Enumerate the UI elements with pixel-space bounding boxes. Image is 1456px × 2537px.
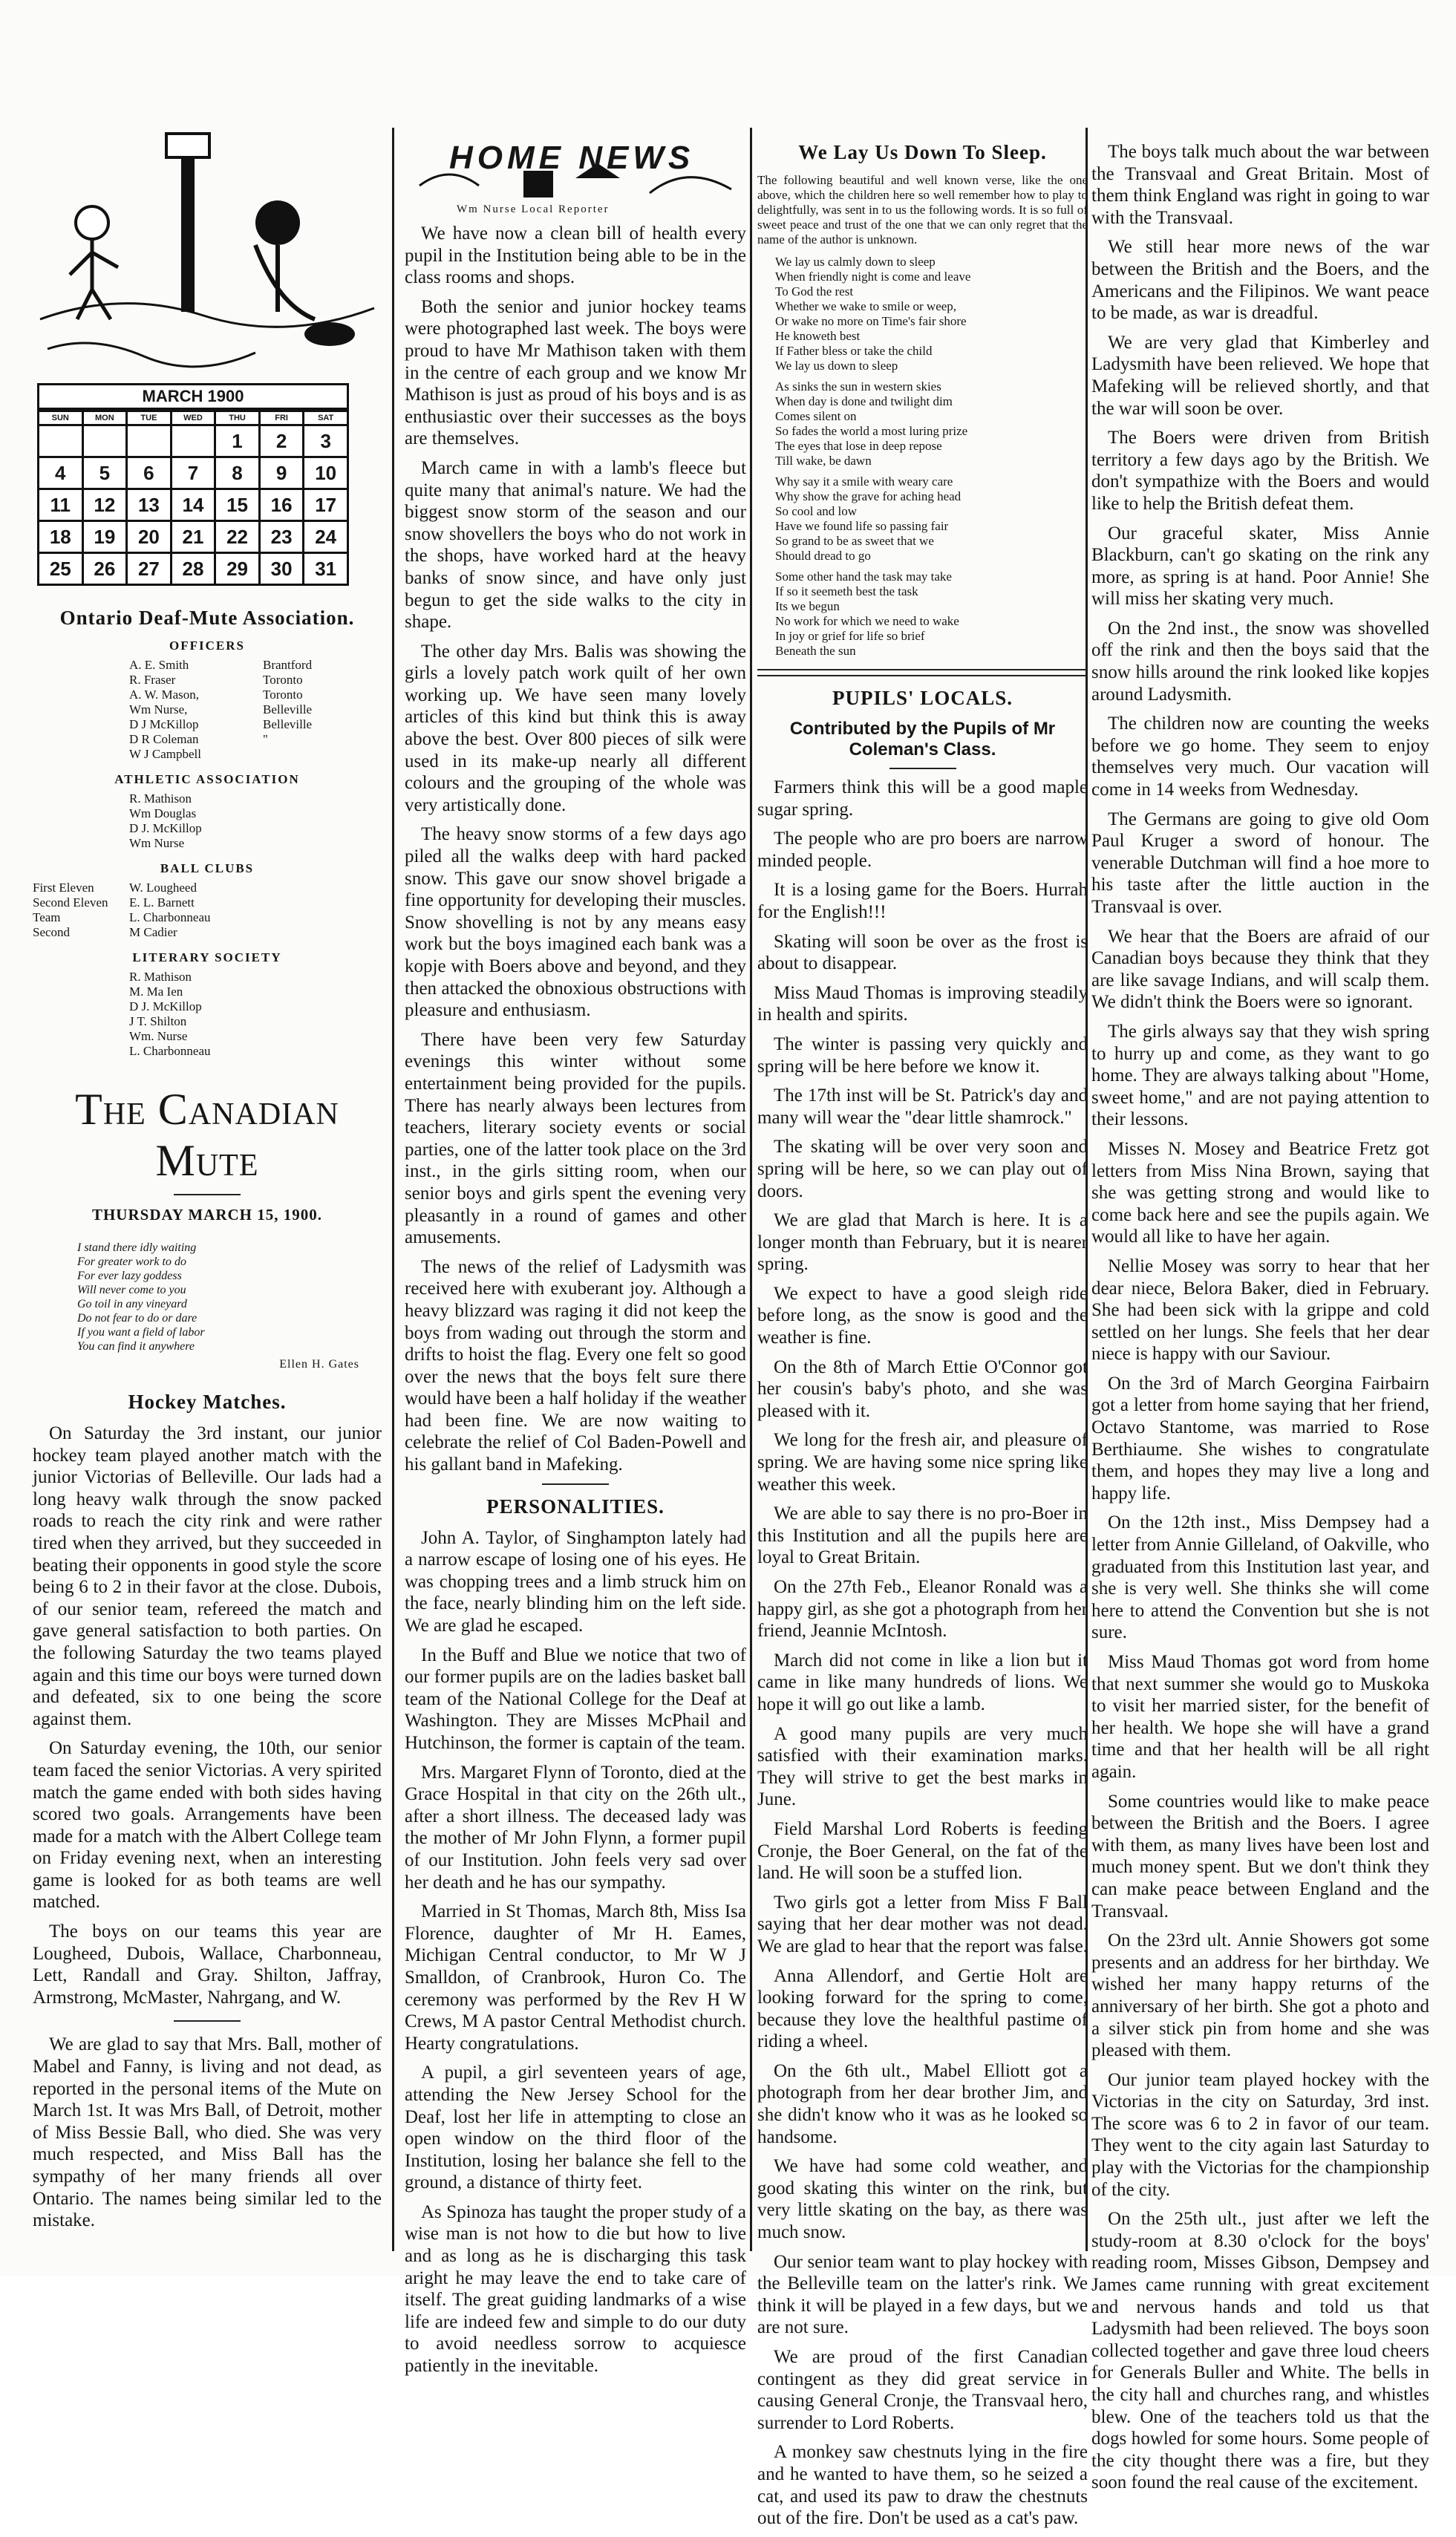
hockey-title: Hockey Matches. (128, 1391, 287, 1413)
calendar-day: 23 (259, 521, 304, 553)
local-paragraph: We still hear more news of the war between the British and the Boers, and the Americans and the Filipinos. We want peace to be made, as war is dreadful. (1091, 237, 1429, 324)
calendar-day: 31 (304, 553, 348, 585)
local-paragraph: We have had some cold weather, and good skating this winter on the rink, but very little skating on the bay, as there was much snow. (757, 2156, 1088, 2243)
office-name: D R Coleman (129, 732, 199, 746)
office-name: Wm Nurse (129, 836, 185, 850)
office-role (33, 747, 129, 762)
office-role (33, 673, 129, 688)
calendar-day: 20 (127, 521, 172, 553)
office-town: Belleville (263, 717, 313, 731)
local-paragraph: Miss Maud Thomas got word from home that next summer she would go to Muskoka to visit her married sister, for the benefit of her health. We hope she will have a grand time and that her health will be all right again. (1091, 1652, 1429, 1782)
divider (542, 1483, 609, 1485)
personality-paragraph: A pupil, a girl seventeen years of age, attending the New Jersey School for the Deaf, lost her life in attempting to close an open window on the third floor of the Institution, losing her balance she fell to the ground, a distance of thirty feet. (405, 2063, 746, 2193)
calendar-day: 25 (39, 553, 83, 585)
office-name: R. Mathison (129, 970, 192, 984)
calendar-day: 19 (82, 521, 127, 553)
office-town (263, 1014, 382, 1029)
office-row (33, 658, 382, 673)
office-row (33, 999, 382, 1014)
office-town (263, 747, 382, 762)
calendar-day: 29 (215, 553, 260, 585)
local-paragraph: We expect to have a good sleigh ride before long, as the snow is good and the weather is fine. (757, 1283, 1088, 1348)
poem-stanza: We lay us calmly down to sleep When friendly night is come and leave To God the rest Whether we wake to smile or weep, Or wake no more on Time's fair shore He knoweth best If Father bless or take the child We lay us down to sleep (775, 255, 971, 373)
calendar-day (82, 425, 127, 457)
motto-author: Ellen H. Gates (279, 1358, 359, 1371)
office-role: Team (33, 910, 61, 924)
local-paragraph: The people who are pro boers are narrow minded people. (757, 829, 1088, 871)
column-3 (757, 141, 1088, 2537)
office-role (33, 836, 129, 851)
office-town (263, 925, 382, 940)
calendar-day (171, 425, 215, 457)
column-rule (750, 128, 752, 2251)
office-role (33, 1029, 129, 1044)
literary-title: LITERARY SOCIETY (132, 950, 282, 964)
calendar-day: 3 (304, 425, 348, 457)
local-paragraph: Field Marshal Lord Roberts is feeding Cronje, the Boer General, on the fat of the land. He will soon be a stuffed lion. (757, 1818, 1088, 1884)
office-role: Second Eleven (33, 895, 108, 910)
calendar-day: 27 (127, 553, 172, 585)
local-paragraph: We are glad that March is here. It is a longer month than February, but it is nearer spring. (757, 1210, 1088, 1275)
calendar-day: 30 (259, 553, 304, 585)
calendar-day: 7 (171, 457, 215, 489)
office-town: Toronto (263, 688, 303, 702)
calendar-day: 28 (171, 553, 215, 585)
local-paragraph: On the 6th ult., Mabel Elliott got a photograph from her dear brother Jim, and she didn't know who it was as he looked so handsome. (757, 2060, 1088, 2147)
office-row (33, 836, 382, 851)
office-role (33, 791, 129, 806)
office-row (33, 925, 382, 940)
home-news-article (405, 223, 746, 1476)
hockey-paragraph: The boys on our teams this year are Lougheed, Dubois, Wallace, Charbonneau, Lett, Randall and Gray. Shilton, Jaffray, Armstrong, McMaster, Nahrgang, and W. (33, 1921, 382, 2008)
calendar-day: 26 (82, 553, 127, 585)
local-paragraph: We hear that the Boers are afraid of our Canadian boys because they think that they are like savage Indians, and will scalp them. We didn't think the Boers were so ignorant. (1091, 926, 1429, 1013)
office-town (263, 1044, 382, 1059)
personality-paragraph: As Spinoza has taught the proper study of a wise man is not how to die but how to live and as long as he is discharging this task aright he may leave the end to take care of itself. The great guiding landmarks of a wise life are indeed few and simple to do our duty to avoid needless sorrow to acquiesce patiently in the inevitable. (405, 2201, 746, 2377)
clubs-group (33, 861, 382, 940)
calendar-day: 4 (39, 457, 83, 489)
office-row (33, 732, 382, 747)
calendar-day-header: MON (82, 411, 127, 425)
local-paragraph: It is a losing game for the Boers. Hurrah for the English!!! (757, 880, 1088, 922)
pupils-locals-continued (1091, 141, 1429, 2494)
personality-paragraph: Mrs. Margaret Flynn of Toronto, died at the Grace Hospital in that city on the 26th ult., after a short illness. The deceased lady was the mother of Mr John Flynn, a former pupil of our Institution. John feels very sad over her death and he has our sympathy. (405, 1762, 746, 1893)
calendar-day: 13 (127, 489, 172, 521)
ball-correction-note: We are glad to say that Mrs. Ball, mother of Mabel and Fanny, is living and not dead, as reported in the personal items of the Mute on March 1st. It was Mrs Ball, of Detroit, mother of Miss Bessie Ball, who died. She was very much respected, and Miss Ball has the sympathy of her many friends all over Ontario. The names being similar led to the mistake. (33, 2034, 382, 2231)
local-paragraph: We are proud of the first Canadian contingent as they did great service in causing General Cronje, the Transvaal hero, surrender to Lord Roberts. (757, 2347, 1088, 2433)
office-town (263, 881, 382, 895)
calendar-day: 18 (39, 521, 83, 553)
local-paragraph: Miss Maud Thomas is improving steadily in health and spirits. (757, 982, 1088, 1025)
column-4 (1091, 141, 1429, 2501)
local-paragraph: The 17th inst will be St. Patrick's day and many will wear the "dear little shamrock." (757, 1085, 1088, 1128)
pupils-locals-subtitle: Contributed by the Pupils of Mr Coleman's Class. (789, 719, 1056, 760)
office-row (33, 688, 382, 702)
office-row (33, 881, 382, 895)
local-paragraph: On the 8th of March Ettie O'Connor got her cousin's baby's photo, and she was pleased with it. (757, 1356, 1088, 1421)
column-2 (405, 134, 746, 2385)
local-paragraph: Farmers think this will be a good maple sugar spring. (757, 777, 1088, 820)
calendar-day: 16 (259, 489, 304, 521)
office-row (33, 1014, 382, 1029)
office-town: Brantford (263, 658, 313, 672)
office-role (33, 702, 129, 717)
office-name: Wm. Nurse (129, 1029, 188, 1043)
office-town (263, 806, 382, 821)
calendar-day: 14 (171, 489, 215, 521)
calendar-day: 22 (215, 521, 260, 553)
office-name: J T. Shilton (129, 1014, 187, 1028)
office-role (33, 821, 129, 836)
office-name: W. Lougheed (129, 881, 197, 895)
calendar-day: 12 (82, 489, 127, 521)
home-news-paragraph: We have now a clean bill of health every pupil in the Institution being able to be in the class rooms and shops. (405, 223, 746, 288)
personalities-article (405, 1527, 746, 2377)
local-paragraph: A monkey saw chestnuts lying in the fire and he wanted to have them, so he seized a cat, and used its paw to draw the chestnuts out of the fire. Don't be used as a cat's paw. (757, 2442, 1088, 2529)
local-paragraph: The winter is passing very quickly and spring will be here before we know it. (757, 1034, 1088, 1077)
calendar-day-header: SAT (304, 411, 348, 425)
march-calendar (37, 383, 349, 586)
office-town (263, 895, 382, 910)
calendar-day: 8 (215, 457, 260, 489)
personalities-title: PERSONALITIES. (486, 1495, 665, 1518)
office-name: A. E. Smith (129, 658, 189, 672)
divider (174, 2020, 241, 2022)
home-news-paragraph: March came in with a lamb's fleece but quite many that animal's nature. We had the biggest snow storm of the season and our snow shovellers the boys who do not work in the shops, have worked hard at the heavy banks of snow since, and have only just begun to get the side walks to the city in shape. (405, 457, 746, 633)
calendar-day (127, 425, 172, 457)
calendar-day-header: FRI (259, 411, 304, 425)
literary-group (33, 950, 382, 1059)
poem-stanza: Some other hand the task may take If so it seemeth best the task Its we begun No work for which we need to wake In joy or grief for life so brief Beneath the sun (775, 569, 959, 658)
local-paragraph: Some countries would like to make peace between the British and the Boers. I agree with them, as many lives have been lost and much money spent. But we don't think they can make peace between England and the Transvaal. (1091, 1791, 1429, 1921)
local-paragraph: Our junior team played hockey with the Victorias in the city on Saturday, 3rd inst. The score was 6 to 2 in favor of our team. They went to the city again last Saturday to play with the Victorias for the championship of the city. (1091, 2069, 1429, 2200)
local-paragraph: On the 27th Feb., Eleanor Ronald was a happy girl, as she got a photograph from her friend, Jeannie McIntosh. (757, 1577, 1088, 1642)
sleep-poem-title: We Lay Us Down To Sleep. (798, 141, 1047, 163)
local-paragraph: Skating will soon be over as the frost is about to disappear. (757, 931, 1088, 974)
office-name: R. Mathison (129, 791, 192, 806)
personality-paragraph: In the Buff and Blue we notice that two of our former pupils are on the ladies basket ball team of the National College for the Deaf at Washington. They are Misses McPhail and Hutchinson, the former is captain of the team. (405, 1645, 746, 1753)
office-name: D J McKillop (129, 717, 199, 731)
home-news-paragraph: The heavy snow storms of a few days ago piled all the walks deep with hard packed snow. This gave our snow shovel brigade a fine opportunity for developing their muscles. Snow shovelling is not by any means easy work but the boys imagined each bank was a kopje with Boers above and beyond, and they then attacked the obnoxious obstructions with pleasure and enthusiasm. (405, 824, 746, 1021)
office-name: W J Campbell (129, 747, 201, 761)
office-role (33, 999, 129, 1014)
home-news-paragraph: The news of the relief of Ladysmith was received here with exuberant joy. Although a heavy blizzard was raging it did not keep the boys from wading out through the storm and drifts to hoist the flag. Every one felt so good over the news that the boys felt sure there would have been a half holiday if the weather had been fine. We are now waiting to celebrate the relief of Col Baden-Powell and his gallant band in Mafeking. (405, 1256, 746, 1475)
divider (889, 768, 956, 769)
local-paragraph: The Boers were driven from British territory a few days ago by the British. We don't sympathize with the Boers and would like to help the British defeat them. (1091, 428, 1429, 514)
local-paragraph: The skating will be over very soon and spring will be here, so we can play out of doors. (757, 1137, 1088, 1201)
local-paragraph: On the 3rd of March Georgina Fairbairn got a letter from home saying that her friend, Octavo Stantome, was married to Rose Berthiaume. She wishes to congratulate them, and hopes they may live a long and happy life. (1091, 1373, 1429, 1503)
hockey-article (33, 1423, 382, 2008)
office-row (33, 1044, 382, 1059)
office-role (33, 985, 129, 999)
office-name: R. Fraser (129, 673, 176, 687)
office-town (263, 999, 382, 1014)
local-paragraph: We long for the fresh air, and pleasure of spring. We are having some nice spring like weather this week. (757, 1430, 1088, 1495)
office-row (33, 1029, 382, 1044)
office-name: M Cadier (129, 925, 177, 939)
calendar-day: 9 (259, 457, 304, 489)
athletic-list (33, 791, 382, 851)
calendar-day: 5 (82, 457, 127, 489)
athletic-group (33, 772, 382, 851)
poem-stanza: As sinks the sun in western skies When day is done and twilight dim Comes silent on So fades the world a most luring prize The eyes that lose in deep repose Till wake, be dawn (775, 379, 968, 468)
home-news-paragraph: There have been very few Saturday evenings this winter without some entertainment being provided for the pupils. There has nearly always been lectures from teachers, literary society events or social parties, one of the latter took place on the 3rd inst., in the girls sitting room, when our senior boys and girls spent the evening very pleasantly in a round of games and other amusements. (405, 1029, 746, 1248)
calendar-day: 10 (304, 457, 348, 489)
office-name: L. Charbonneau (129, 910, 211, 924)
office-name: A. W. Mason, (129, 688, 199, 702)
office-row (33, 895, 382, 910)
divider (174, 1194, 241, 1195)
officers-list (33, 658, 382, 762)
office-role (33, 658, 129, 673)
issue-date: THURSDAY MARCH 15, 1900. (91, 1206, 323, 1224)
office-name: Wm Douglas (129, 806, 197, 820)
home-news-byline: Wm Nurse Local Reporter (457, 203, 610, 215)
sleep-poem (757, 255, 1088, 659)
calendar-day: 6 (127, 457, 172, 489)
office-role (33, 970, 129, 985)
home-news-paragraph: Both the senior and junior hockey teams were photographed last week. The boys were proud to have Mr Mathison taken with them in the centre of each group and we know Mr Mathison is just as proud of his boys and is as enthusiastic over their successes as the boys are themselves. (405, 296, 746, 449)
clubs-title: BALL CLUBS (160, 861, 255, 875)
office-town: Toronto (263, 673, 303, 687)
office-role (33, 688, 129, 702)
office-row (33, 702, 382, 717)
athletic-title: ATHLETIC ASSOCIATION (114, 772, 300, 786)
calendar-day-header: TUE (127, 411, 172, 425)
calendar-day: 2 (259, 425, 304, 457)
local-paragraph: On the 12th inst., Miss Dempsey had a letter from Annie Gilleland, of Oakville, who graduated from this Institution last year, and she is very well. She thinks she will come here to attend the Convention but she is not sure. (1091, 1512, 1429, 1643)
local-paragraph: Our graceful skater, Miss Annie Blackburn, can't go skating on the rink any more, as spring is at hand. Poor Annie! She will miss her skating very much. (1091, 523, 1429, 610)
calendar-day-header: SUN (39, 411, 83, 425)
sleep-intro (757, 173, 1088, 247)
office-name: L. Charbonneau (129, 1044, 211, 1058)
calendar-day: 17 (304, 489, 348, 521)
pupils-locals-article (757, 777, 1088, 2530)
calendar-day: 1 (215, 425, 260, 457)
office-row (33, 970, 382, 985)
office-row (33, 717, 382, 732)
local-paragraph: The children now are counting the weeks before we go home. They seem to enjoy themselves very much. Our vacation will come in 14 weeks from Wednesday. (1091, 714, 1429, 800)
calendar-day: 11 (39, 489, 83, 521)
local-paragraph: On the 23rd ult. Annie Showers got some presents and an address for her birthday. We wished her many happy returns of the anniversary of her birth. She got a photo and a silver stick pin from home and she was pleased with them. (1091, 1930, 1429, 2061)
calendar-day-header: WED (171, 411, 215, 425)
office-town (263, 821, 382, 836)
association-title: Ontario Deaf-Mute Association. (59, 607, 355, 629)
local-paragraph: On the 2nd inst., the snow was shovelled off the rink and then the boys said that the snow hills around the rink looked like kopjes around Ladysmith. (1091, 618, 1429, 705)
poem-stanza: Why say it a smile with weary care Why show the grave for aching head So cool and low Have we found life so passing fair So grand to be as sweet that we Should dread to go (775, 474, 962, 563)
local-paragraph: The Germans are going to give old Oom Paul Kruger a sword of honour. The venerable Dutchman will find a hoe more to his taste after the little auction in the Transvaal is over. (1091, 809, 1429, 917)
calendar-day-header: THU (215, 411, 260, 425)
local-paragraph: The boys talk much about the war between the Transvaal and Great Britain. Most of them think England was right in going to war with the Transvaal. (1091, 142, 1429, 228)
office-row (33, 821, 382, 836)
office-row (33, 791, 382, 806)
office-role: Second (33, 925, 71, 939)
local-paragraph: On the 25th ult., just after we left the study-room at 8.30 o'clock for the boys' reading room, Misses Gibson, Dempsey and James came running with great excitement and nervous hands and told us that Ladysmith had been relieved. The boys soon collected together and gave three loud cheers for Generals Buller and White. The bells in the city hall and churches rang, and whistles blew. One of the teachers told us that the dogs howled for some hours. Some people of the city thought there was a fire, but they soon found the real cause of the excitement. (1091, 2209, 1429, 2493)
office-name: E. L. Barnett (129, 895, 195, 910)
office-row (33, 747, 382, 762)
office-role: First Eleven (33, 881, 94, 895)
local-paragraph: The girls always say that they wish spring to hurry up and come, as they want to go home. They are always talking about "Home, sweet home," and are not paying attention to their lessons. (1091, 1021, 1429, 1130)
calendar-day (39, 425, 83, 457)
officers-group (33, 639, 382, 762)
hockey-paragraph: On Saturday evening, the 10th, our senior team faced the senior Victorias. A very spirited match the game ended with both sides having scored two goals. Arrangements have been made for a match with the Albert College team on Friday evening next, when an interesting game is looked for as both teams are well matched. (33, 1738, 382, 1913)
office-town (263, 1029, 382, 1044)
officers-title: OFFICERS (169, 639, 245, 653)
office-town (263, 985, 382, 999)
masthead-title: The Canadian Mute (75, 1085, 339, 1185)
calendar-day: 24 (304, 521, 348, 553)
local-paragraph: A good many pupils are very much satisfied with their examination marks. They will strive to get the best marks in June. (757, 1723, 1088, 1810)
local-paragraph: Two girls got a letter from Miss F Ball saying that her dear mother was not dead. We are glad to hear that the report was false. (757, 1892, 1088, 1956)
local-paragraph: We are very glad that Kimberley and Ladysmith have been relieved. We hope that Mafeking will be relieved shortly, and that the war will soon be over. (1091, 332, 1429, 419)
sleep-intro-text: The following beautiful and well known verse, like the one above, which the children here so well remember how to play to delightfully, was sent in to us the following words. It is so full of sweet peace and trust of the one that we can only regret that the name of the author is unknown. (757, 173, 1088, 246)
office-role (33, 732, 129, 747)
office-name: D J. McKillop (129, 999, 202, 1013)
office-row (33, 985, 382, 999)
home-news-paragraph: The other day Mrs. Balis was showing the girls a lovely patch work quilt of her own working up. We have seen many lovely articles of this kind but think this is away above the best. Over 800 pieces of silk were used in its make-up nearly all different colours and the grouping of the whole was very artistically done. (405, 641, 746, 815)
office-town (263, 970, 382, 985)
pupils-locals-title: PUPILS' LOCALS. (832, 687, 1013, 709)
office-name: D J. McKillop (129, 821, 202, 835)
local-paragraph: We are able to say there is no pro-Boer in this Institution and all the pupils here are loyal to Great Britain. (757, 1503, 1088, 1568)
personality-paragraph: Married in St Thomas, March 8th, Miss Isa Florence, daughter of Mr H. Eames, Michigan Central conductor, to Mr W J Smalldon, of Cranbrook, Huron Co. The ceremony was performed by the Rev H W Crews, M A pastor Central Methodist church. Hearty congratulations. (405, 1901, 746, 2054)
office-role (33, 806, 129, 821)
hockey-paragraph: On Saturday the 3rd instant, our junior hockey team played another match with the junior Victorias of Belleville. Our lads had a long heavy walk through the snow packed roads to reach the city rink and were rather tired when they arrived, but they succeeded in beating their opponents in good style the score being 6 to 2 in their favor at the close. Dubois, of our senior team, refereed the match and gave general satisfaction to both parties. On the following Saturday the two teams played again and this time our boys were turned down and defeated, six to one being the score against them. (33, 1423, 382, 1729)
office-town (263, 791, 382, 806)
calendar-day: 15 (215, 489, 260, 521)
office-role (33, 1014, 129, 1029)
office-row (33, 910, 382, 925)
calendar-month: MARCH 1900 (37, 383, 349, 410)
local-paragraph: Nellie Mosey was sorry to hear that her dear niece, Belora Baker, died in February. She had been sick with la grippe and cold settled on her lungs. She feels that her dear niece is happy with our Saviour. (1091, 1256, 1429, 1365)
home-news-banner (405, 134, 746, 223)
office-row (33, 673, 382, 688)
office-name: M. Ma Ien (129, 985, 183, 999)
office-town (263, 836, 382, 851)
local-paragraph: March did not come in like a lion but it came in like many hundreds of lions. We hope it will go out like a lamb. (757, 1650, 1088, 1714)
personality-paragraph: John A. Taylor, of Singhampton lately had a narrow escape of losing one of his eyes. He was chopping trees and a limb struck him on the face, nearly blinding him on the left side. We are glad he escaped. (405, 1527, 746, 1636)
column-1 (33, 134, 382, 2239)
double-rule (757, 669, 1088, 676)
office-role (33, 717, 129, 732)
office-role (33, 1044, 129, 1059)
masthead-motto: I stand there idly waiting For greater work to do For ever lazy goddess Will never come to you Go toil in any vineyard Do not fear to do or dare If you want a field of labor You can find it anywhere (77, 1241, 205, 1353)
calendar-grid (37, 410, 349, 586)
office-town (263, 910, 382, 925)
office-name: Wm Nurse, (129, 702, 188, 716)
column-rule (392, 128, 394, 2251)
cartoon-illustration (33, 134, 382, 379)
local-paragraph: Misses N. Mosey and Beatrice Fretz got letters from Miss Nina Brown, saying that she was getting strong and would like to come back here and see the pupils again. We would all like to have her again. (1091, 1138, 1429, 1247)
local-paragraph: Our senior team want to play hockey with the Belleville team on the latter's rink. We think it will be played in a few days, but we are not sure. (757, 2251, 1088, 2338)
calendar-day: 21 (171, 521, 215, 553)
office-town: " (263, 732, 268, 746)
office-row (33, 806, 382, 821)
literary-list (33, 970, 382, 1059)
office-town: Belleville (263, 702, 313, 716)
local-paragraph: Anna Allendorf, and Gertie Holt are looking forward for the spring to come, because they love the healthful pastime of riding a wheel. (757, 1965, 1088, 2052)
clubs-list (33, 881, 382, 940)
home-news-title: HOME NEWS (449, 140, 695, 176)
